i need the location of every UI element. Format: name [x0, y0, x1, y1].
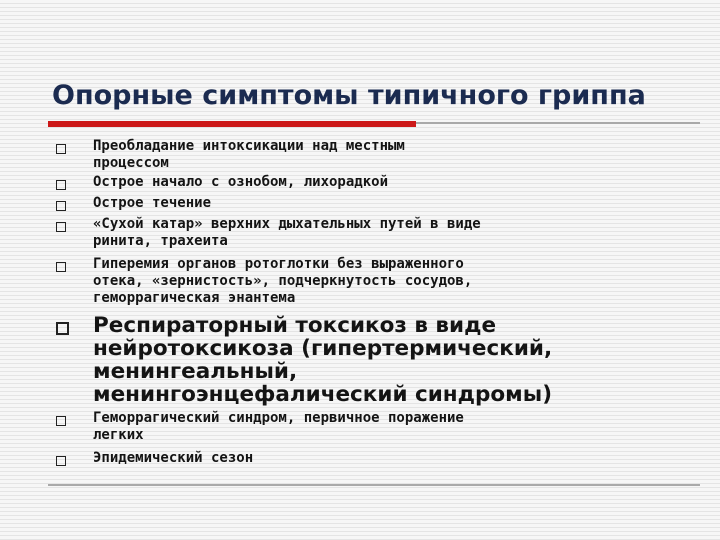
square-bullet-icon [56, 322, 69, 335]
list-item-text [93, 195, 653, 212]
text-line: процессом [93, 155, 169, 171]
text-line: нейротоксикоза (гипертермический, [93, 336, 553, 361]
square-bullet-icon [56, 262, 66, 272]
text-line: геморрагическая энантема [93, 290, 296, 306]
square-bullet-icon [56, 222, 66, 232]
text-line: Острое течение [93, 195, 212, 211]
list-item-text [93, 256, 653, 307]
text-line: Респираторный токсикоз в виде [93, 313, 497, 338]
square-bullet-icon [56, 144, 66, 154]
slide-title: Опорные симптомы типичного гриппа [52, 80, 646, 111]
text-line: легких [93, 427, 144, 443]
square-bullet-icon [56, 456, 66, 466]
bottom-divider [48, 484, 700, 486]
square-bullet-icon [56, 416, 66, 426]
text-line: менингеальный, [93, 359, 298, 384]
text-line: Гиперемия органов ротоглотки без выраженного [93, 256, 464, 272]
text-line: Преобладание интоксикации над местным [93, 138, 405, 154]
text-line: «Сухой катар» верхних дыхательных путей в виде [93, 216, 481, 232]
list-item-text [93, 174, 653, 191]
list-item-text [93, 410, 653, 444]
list-item-text [93, 216, 653, 250]
text-line: менингоэнцефалический синдромы) [93, 382, 553, 407]
square-bullet-icon [56, 201, 66, 211]
text-line: ринита, трахеита [93, 233, 228, 249]
text-line: Геморрагический синдром, первичное поражение [93, 410, 464, 426]
title-accent-bar [48, 121, 416, 127]
square-bullet-icon [56, 180, 66, 190]
text-line: Эпидемический сезон [93, 450, 254, 466]
list-item-text [93, 138, 653, 172]
list-item-text [93, 314, 693, 406]
text-line: отека, «зернистость», подчеркнутость сосудов, [93, 273, 473, 289]
text-line: Острое начало с ознобом, лихорадкой [93, 174, 389, 190]
list-item-text [93, 450, 653, 467]
